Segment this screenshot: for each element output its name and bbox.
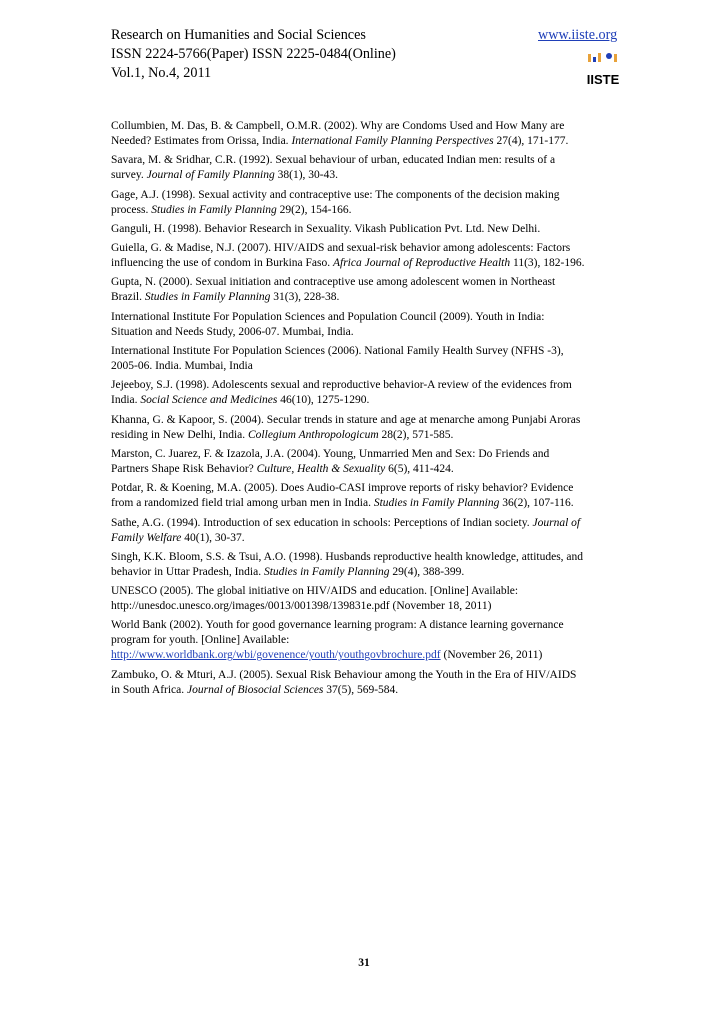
reference-entry	[111, 344, 623, 374]
reference-line	[111, 344, 623, 359]
journal-name: Collegium Anthropologicum	[248, 428, 379, 441]
reference-text: 6(5), 411-424.	[385, 462, 454, 475]
reference-text: Marston, C. Juarez, F. & Izazola, J.A. (2004). Young, Unmarried Men and Sex: Do Friends and	[111, 447, 550, 460]
reference-line	[111, 378, 623, 393]
journal-name: Studies in Family Planning	[263, 565, 390, 578]
journal-name: Social Science and Medicines	[140, 394, 278, 407]
reference-line	[111, 134, 623, 149]
reference-line	[111, 516, 623, 531]
reference-line	[111, 462, 623, 477]
reference-entry	[111, 618, 623, 663]
reference-entry	[111, 275, 623, 305]
website-link[interactable]: www.iiste.org	[538, 27, 618, 43]
reference-entry	[111, 481, 623, 511]
reference-entry	[111, 188, 623, 218]
reference-line	[111, 168, 623, 183]
reference-line	[111, 359, 623, 374]
reference-text: 29(4), 388-399.	[389, 565, 465, 578]
reference-text: 28(2), 571-585.	[378, 428, 454, 441]
reference-entry	[111, 413, 623, 443]
reference-text: Gupta, N. (2000). Sexual initiation and contraceptive use among adolescent women in Northeast	[111, 276, 556, 289]
reference-text: in South Africa.	[111, 683, 188, 696]
reference-line	[111, 531, 623, 546]
reference-line	[111, 683, 623, 698]
reference-line	[111, 648, 623, 663]
reference-line	[111, 310, 623, 325]
reference-line	[111, 428, 623, 443]
reference-text: survey.	[111, 169, 147, 182]
reference-line	[111, 481, 623, 496]
reference-text: 37(5), 569-584.	[323, 683, 399, 696]
reference-text: process.	[111, 203, 152, 216]
reference-text: Zambuko, O. & Mturi, A.J. (2005). Sexual Risk Behaviour among the Youth in the Era of HIV/AIDS	[111, 668, 577, 681]
reference-line	[111, 153, 623, 168]
reference-text: 31(3), 228-38.	[270, 291, 340, 304]
reference-line	[111, 550, 623, 565]
journal-name: Journal of	[532, 516, 581, 529]
reference-text: Khanna, G. & Kapoor, S. (2004). Secular trends in stature and age at menarche among Punjabi Aroras	[111, 413, 581, 426]
journal-title: Research on Humanities and Social Sciences	[111, 27, 366, 43]
reference-line	[111, 599, 623, 614]
journal-name: Studies in Family Planning	[373, 497, 500, 510]
reference-text: Sathe, A.G. (1994). Introduction of sex education in schools: Perceptions of Indian society.	[111, 516, 533, 529]
reference-entry	[111, 378, 623, 408]
reference-line	[111, 668, 623, 683]
reference-text: Savara, M. & Sridhar, C.R. (1992). Sexual behaviour of urban, educated Indian men: results of a	[111, 154, 556, 167]
reference-text: Singh, K.K. Bloom, S.S. & Tsui, A.O. (1998). Husbands reproductive health knowledge, attitudes, and	[111, 550, 584, 563]
reference-text: 2005-06. India. Mumbai, India	[111, 360, 253, 373]
reference-line	[111, 188, 623, 203]
reference-line	[111, 256, 623, 271]
reference-text: International Institute For Population Sciences (2006). National Family Health Survey (NFHS -3),	[111, 345, 564, 358]
reference-entry	[111, 153, 623, 183]
reference-url-link[interactable]: http://www.worldbank.org/wbi/govenence/youth/youthgovbrochure.pdf	[111, 649, 441, 662]
reference-text: (November 26, 2011)	[440, 649, 543, 662]
reference-entry	[111, 584, 623, 614]
reference-line	[111, 565, 623, 580]
reference-text: Jejeeboy, S.J. (1998). Adolescents sexual and reproductive behavior-A review of the evidences from	[111, 379, 572, 392]
reference-text: 40(1), 30-37.	[181, 531, 245, 544]
journal-name: Studies in Family Planning	[144, 291, 271, 304]
reference-text: influencing the use of condom in Burkina Faso.	[111, 257, 333, 270]
journal-name: Culture, Health & Sexuality	[256, 462, 386, 475]
reference-text: Guiella, G. & Madise, N.J. (2007). HIV/AIDS and sexual-risk behavior among adolescents: Factors	[111, 242, 571, 255]
journal-name: Journal of Family Planning	[146, 169, 275, 182]
reference-entry	[111, 119, 623, 149]
issn-line: ISSN 2224-5766(Paper) ISSN 2225-0484(Online)	[111, 46, 396, 62]
reference-entry	[111, 516, 623, 546]
reference-text: program for youth. [Online] Available:	[111, 634, 290, 647]
reference-line	[111, 447, 623, 462]
reference-line	[111, 119, 623, 134]
reference-text: International Institute For Population Sciences and Population Council (2009). Youth in India:	[111, 310, 545, 323]
reference-text: UNESCO (2005). The global initiative on HIV/AIDS and education. [Online] Available:	[111, 585, 519, 598]
logo-wordmark: IISTE	[586, 72, 620, 87]
reference-text: Needed? Estimates from Orissa, India.	[111, 135, 292, 147]
reference-line	[111, 325, 623, 340]
reference-text: Brazil.	[111, 291, 145, 304]
reference-text: Collumbien, M. Das, B. & Campbell, O.M.R. (2002). Why are Condoms Used and How Many are	[111, 120, 565, 132]
reference-line	[111, 413, 623, 428]
page-number: 31	[358, 957, 370, 969]
reference-text: World Bank (2002). Youth for good governance learning program: A distance learning governance	[111, 619, 564, 632]
iiste-logo	[585, 48, 621, 96]
reference-text: 29(2), 154-166.	[276, 203, 352, 216]
reference-entry	[111, 447, 623, 477]
reference-text: India.	[111, 394, 141, 407]
journal-name: Journal of Biosocial Sciences	[187, 683, 324, 696]
reference-line	[111, 222, 623, 237]
reference-entry	[111, 241, 623, 271]
reference-line	[111, 203, 623, 218]
reference-line	[111, 584, 623, 599]
reference-list	[111, 119, 623, 702]
reference-text: http://unesdoc.unesco.org/images/0013/001398/139831e.pdf (November 18, 2011)	[111, 600, 492, 613]
reference-entry	[111, 310, 623, 340]
volume-line: Vol.1, No.4, 2011	[111, 65, 212, 81]
reference-line	[111, 633, 623, 648]
reference-entry	[111, 222, 623, 237]
reference-line	[111, 618, 623, 633]
journal-name: Studies in Family Planning	[151, 203, 277, 216]
journal-name: International Family Planning Perspectives	[291, 135, 494, 147]
reference-text: Potdar, R. & Koening, M.A. (2005). Does Audio-CASI improve reports of risky behavior? Evidence	[111, 482, 574, 495]
reference-text: behavior in Uttar Pradesh, India.	[111, 565, 264, 578]
reference-text: 36(2), 107-116.	[499, 497, 574, 510]
reference-line	[111, 393, 623, 408]
reference-text: 27(4), 171-177.	[493, 135, 569, 147]
reference-text: Ganguli, H. (1998). Behavior Research in Sexuality. Vikash Publication Pvt. Ltd. New Delhi.	[111, 222, 541, 235]
journal-name: Africa Journal of Reproductive Health	[332, 257, 511, 270]
reference-text: Situation and Needs Study, 2006-07. Mumbai, India.	[111, 325, 354, 338]
journal-name: Family Welfare	[111, 531, 182, 544]
reference-text: residing in New Delhi, India.	[111, 428, 249, 441]
reference-text: 38(1), 30-43.	[274, 169, 339, 182]
reference-text: 46(10), 1275-1290.	[277, 394, 370, 407]
reference-text: Gage, A.J. (1998). Sexual activity and contraceptive use: The components of the decision making	[111, 188, 560, 201]
reference-line	[111, 241, 623, 256]
reference-line	[111, 275, 623, 290]
reference-text: from a randomized field trial among urban men in India.	[111, 497, 374, 510]
reference-line	[111, 496, 623, 511]
reference-line	[111, 290, 623, 305]
reference-text: Partners Shape Risk Behavior?	[111, 462, 257, 475]
reference-entry	[111, 550, 623, 580]
reference-entry	[111, 668, 623, 698]
reference-text: 11(3), 182-196.	[510, 257, 585, 270]
